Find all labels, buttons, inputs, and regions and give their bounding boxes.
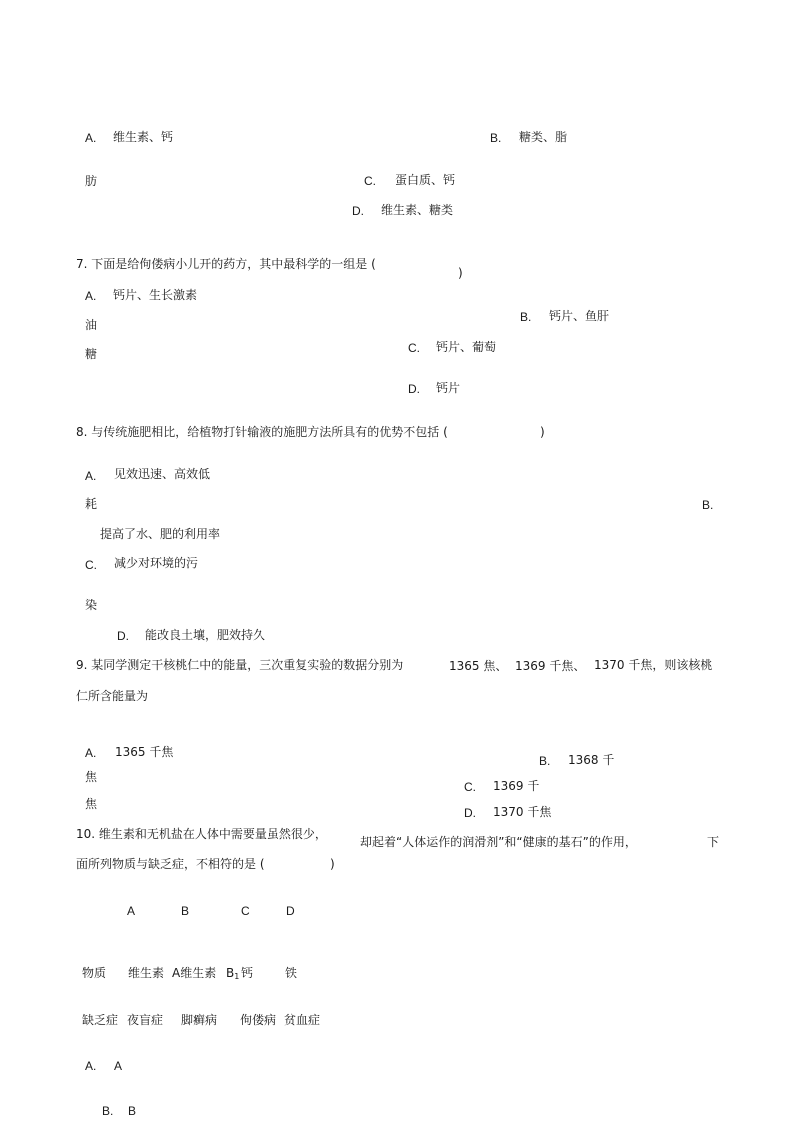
q7-paren-close: ) [458,266,463,280]
table-cell-substance-d: 铁 [285,966,298,980]
q10-option-a-text: A [114,1059,123,1073]
table-cell-deficiency-b: 脚癣病 [181,1013,218,1027]
q6-option-c-label: C. [364,174,376,188]
table-row-label-deficiency: 缺乏症 [82,1013,119,1027]
table-header-d: D [286,904,295,918]
q10-question-stem-continued: 面所列物质与缺乏症，不相符的是 ( [76,857,265,871]
q6-option-a-text: 维生素、钙 [113,130,174,144]
q8-option-a-text: 见效迅速、高效低 [114,467,211,481]
table-cell-substance-a: 维生素 [128,966,165,980]
table-cell-deficiency-a: 夜盲症 [127,1013,164,1027]
table-cell-substance-b: A维生素 [172,966,217,980]
q9-option-d-text: 1370 千焦 [493,805,552,819]
q9-option-a-continued: 焦 [85,770,98,784]
q8-option-a-label: A. [85,469,97,483]
q8-option-a-continued: 耗 [85,497,98,511]
table-header-a: A [127,904,136,918]
q10-option-b-label: B. [102,1104,114,1118]
q7-option-c-label: C. [408,341,420,355]
q6-option-a-label: A. [85,131,97,145]
q8-option-d-text: 能改良土壤，肥效持久 [145,628,266,642]
table-header-c: C [241,904,250,918]
q10-option-b-text: B [128,1104,137,1118]
q10-question-stem-middle: 却起着“人体运作的润滑剂”和“健康的基石”的作用， [360,835,637,849]
q10-question-stem: 10. 维生素和无机盐在人体中需要量虽然很少， [76,827,327,841]
q7-option-d-label: D. [408,382,420,396]
q10-paren-close: ) [330,857,335,871]
q8-option-d-label: D. [117,629,129,643]
q6-option-c-text: 蛋白质、钙 [395,173,456,187]
q7-option-a-label: A. [85,289,97,303]
q9-option-a-label: A. [85,746,97,760]
q7-option-a-continued: 油 [85,318,98,332]
q9-value-2: 1369 千焦、 [515,659,586,673]
q6-option-b-label: B. [490,131,502,145]
q8-option-c-continued: 染 [85,598,98,612]
q6-option-d-label: D. [352,204,364,218]
q7-option-d-text: 钙片 [436,381,461,395]
q7-option-b-label: B. [520,310,532,324]
q9-question-stem-continued: 仁所含能量为 [76,689,149,703]
q10-question-stem-end: 下 [707,835,720,849]
table-cell-substance-b-suffix: $B_1$ [226,966,240,981]
q6-option-b-continued: 肪 [85,174,98,188]
q7-option-a-text: 钙片、生长激素 [113,288,198,302]
table-row-label-substance: 物质 [82,966,107,980]
q7-option-b-continued: 糖 [85,347,98,361]
q8-option-c-text: 减少对环境的污 [114,556,199,570]
table-cell-substance-c: 钙 [241,966,254,980]
q9-option-b-text: 1368 千 [568,753,615,767]
q9-value-3: 1370 千焦，则该核桃 [594,658,713,672]
table-cell-deficiency-d: 贫血症 [284,1013,321,1027]
q6-option-d-text: 维生素、糖类 [381,203,454,217]
table-cell-deficiency-c: 佝偻病 [240,1013,277,1027]
q9-option-c-label: C. [464,780,476,794]
q9-option-b-label: B. [539,754,551,768]
q9-question-stem: 9. 某同学测定干核桃仁中的能量，三次重复实验的数据分别为 [76,658,404,672]
table-header-b: B [181,904,190,918]
q7-option-b-text: 钙片、鱼肝 [549,309,610,323]
q8-option-b-label: B. [702,498,714,512]
q9-option-a-text: 1365 千焦 [115,745,174,759]
q8-paren-close: ) [540,425,545,439]
q10-option-a-label: A. [85,1059,97,1073]
q9-option-d-label: D. [464,806,476,820]
q9-option-c-text: 1369 千 [493,779,540,793]
q8-question-stem: 8. 与传统施肥相比，给植物打针输液的施肥方法所具有的优势不包括 ( [76,425,448,439]
q9-option-b-continued: 焦 [85,797,98,811]
q7-question-stem: 7. 下面是给佝偻病小儿开的药方，其中最科学的一组是 ( [76,257,376,271]
q8-option-b-text: 提高了水、肥的利用率 [100,527,221,541]
q9-value-1: 1365 焦、 [449,659,508,673]
q6-option-b-text: 糖类、脂 [519,130,568,144]
q8-option-c-label: C. [85,558,97,572]
q7-option-c-text: 钙片、葡萄 [436,340,497,354]
